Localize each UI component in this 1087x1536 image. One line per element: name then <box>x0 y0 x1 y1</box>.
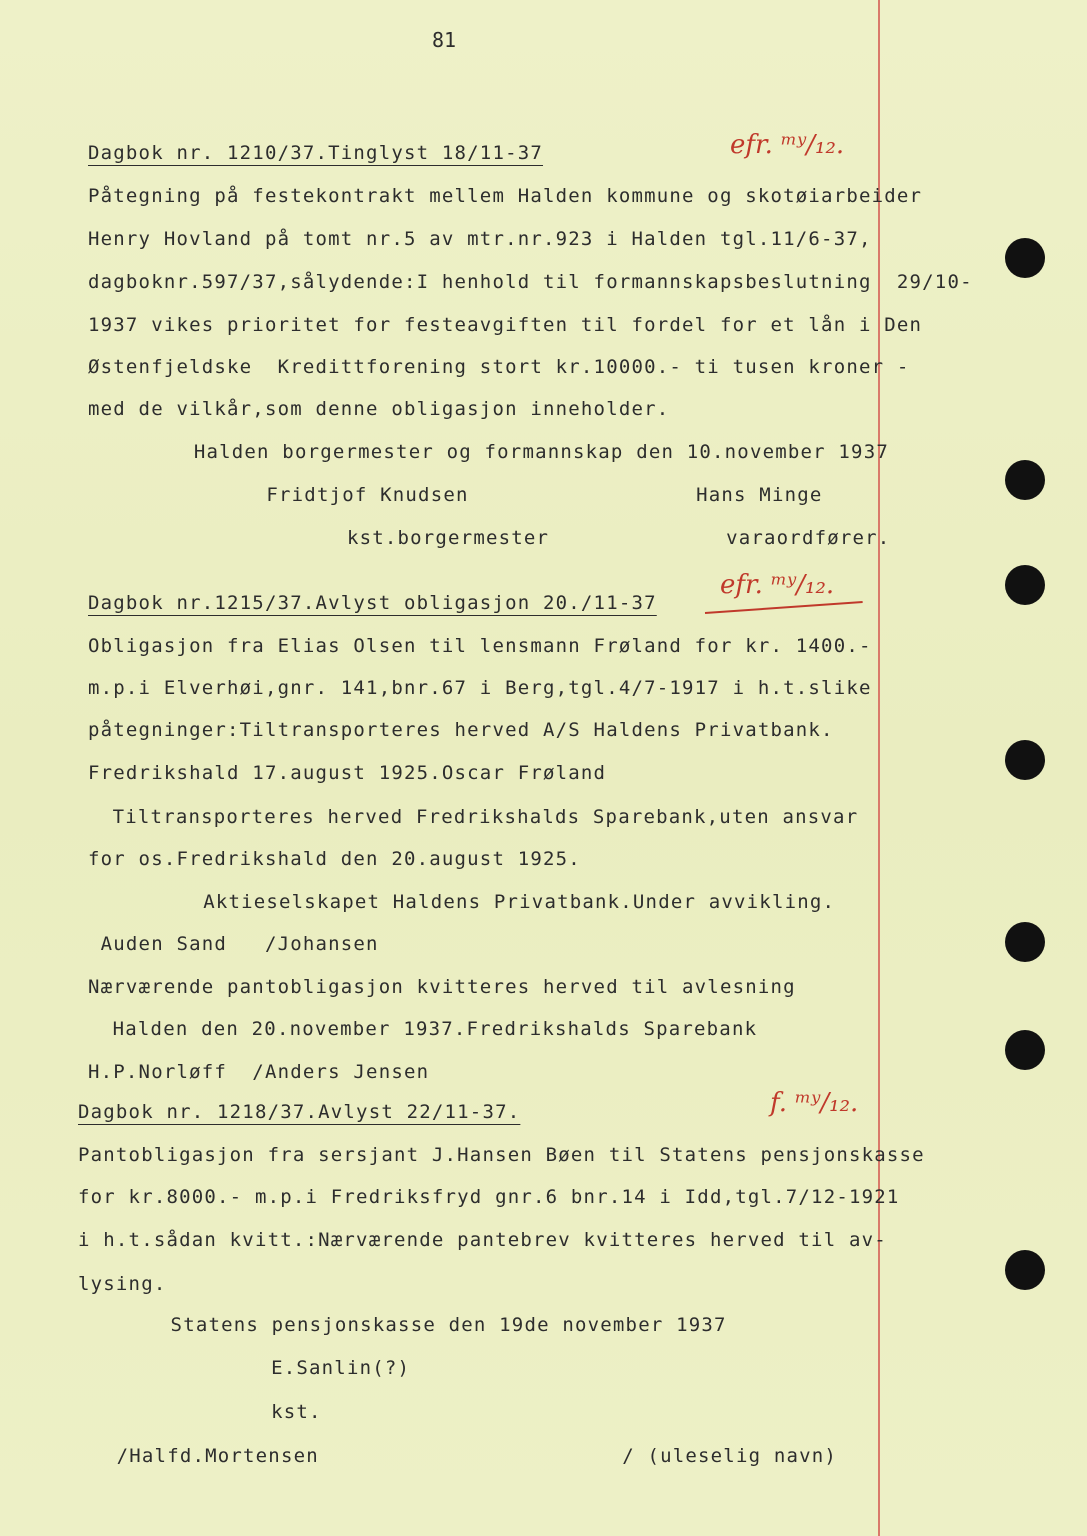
entry-line: Påtegning på festekontrakt mellem Halden kommune og skotøiarbeider <box>88 185 923 207</box>
entry-line: E.Sanlin(?) <box>170 1357 411 1379</box>
page-number: 81 <box>432 28 457 52</box>
red-margin-line <box>878 0 880 1536</box>
entry-heading: Dagbok nr. 1218/37.Avlyst 22/11-37. <box>78 1101 521 1123</box>
entry-line: Tiltransporteres herved Fredrikshalds Sparebank,uten ansvar <box>100 806 859 828</box>
entry-heading: Dagbok nr.1215/37.Avlyst obligasjon 20./11-37 <box>88 592 657 614</box>
entry-line: Aktieselskapet Haldens Privatbank.Under avvikling. <box>140 891 836 913</box>
binder-hole <box>1005 922 1045 962</box>
entry-line: 1937 vikes prioritet for festeavgiften til fordel for et lån i Den <box>88 314 923 336</box>
entry-line: lysing. <box>78 1273 167 1295</box>
entry-heading: Dagbok nr. 1210/37.Tinglyst 18/11-37 <box>88 142 544 164</box>
entry-line: i h.t.sådan kvitt.:Nærværende pantebrev kvitteres herved til av- <box>78 1229 887 1251</box>
entry-line: dagboknr.597/37,sålydende:I henhold til formannskapsbeslutning 29/10- <box>88 271 973 293</box>
entry-line: Obligasjon fra Elias Olsen til lensmann Frøland for kr. 1400.- <box>88 635 872 657</box>
entry-line: Auden Sand /Johansen <box>88 933 379 955</box>
binder-hole <box>1005 460 1045 500</box>
entry-line: /Halfd.Mortensen / (uleselig navn) <box>104 1445 838 1467</box>
stamp-underline <box>705 601 863 614</box>
handwritten-stamp: efr. ᵐʸ/₁₂. <box>730 130 845 160</box>
entry-line: Østenfjeldske Kredittforening stort kr.10000.- ti tusen kroner - <box>88 356 910 378</box>
binder-hole <box>1005 1250 1045 1290</box>
entry-line: Pantobligasjon fra sersjant J.Hansen Bøen til Statens pensjonskasse <box>78 1144 925 1166</box>
entry-line: Fridtjof Knudsen Hans Minge <box>140 484 823 506</box>
entry-line: Halden borgermester og formannskap den 10.november 1937 <box>118 441 889 463</box>
entry-line: for os.Fredrikshald den 20.august 1925. <box>88 848 581 870</box>
entry-line: med de vilkår,som denne obligasjon inneholder. <box>88 398 670 420</box>
binder-hole <box>1005 565 1045 605</box>
entry-line: Nærværende pantobligasjon kvitteres herved til avlesning <box>88 976 796 998</box>
entry-line: Halden den 20.november 1937.Fredrikshalds Sparebank <box>100 1018 758 1040</box>
handwritten-stamp: efr. ᵐʸ/₁₂. <box>720 570 835 600</box>
binder-hole <box>1005 1030 1045 1070</box>
binder-hole <box>1005 238 1045 278</box>
entry-line: påtegninger:Tiltransporteres herved A/S Haldens Privatbank. <box>88 719 834 741</box>
entry-line: kst.borgermester varaordfører. <box>170 527 891 549</box>
entry-line: Statens pensjonskasse den 19de november 1937 <box>120 1314 727 1336</box>
entry-line: Fredrikshald 17.august 1925.Oscar Frøland <box>88 762 607 784</box>
entry-line: kst. <box>170 1401 322 1423</box>
binder-hole <box>1005 740 1045 780</box>
handwritten-stamp: f. ᵐʸ/₁₂. <box>770 1088 859 1118</box>
entry-line: H.P.Norløff /Anders Jensen <box>88 1061 430 1083</box>
entry-line: Henry Hovland på tomt nr.5 av mtr.nr.923 i Halden tgl.11/6-37, <box>88 228 872 250</box>
entry-line: for kr.8000.- m.p.i Fredriksfryd gnr.6 bnr.14 i Idd,tgl.7/12-1921 <box>78 1186 900 1208</box>
entry-line: m.p.i Elverhøi,gnr. 141,bnr.67 i Berg,tgl.4/7-1917 i h.t.slike <box>88 677 872 699</box>
